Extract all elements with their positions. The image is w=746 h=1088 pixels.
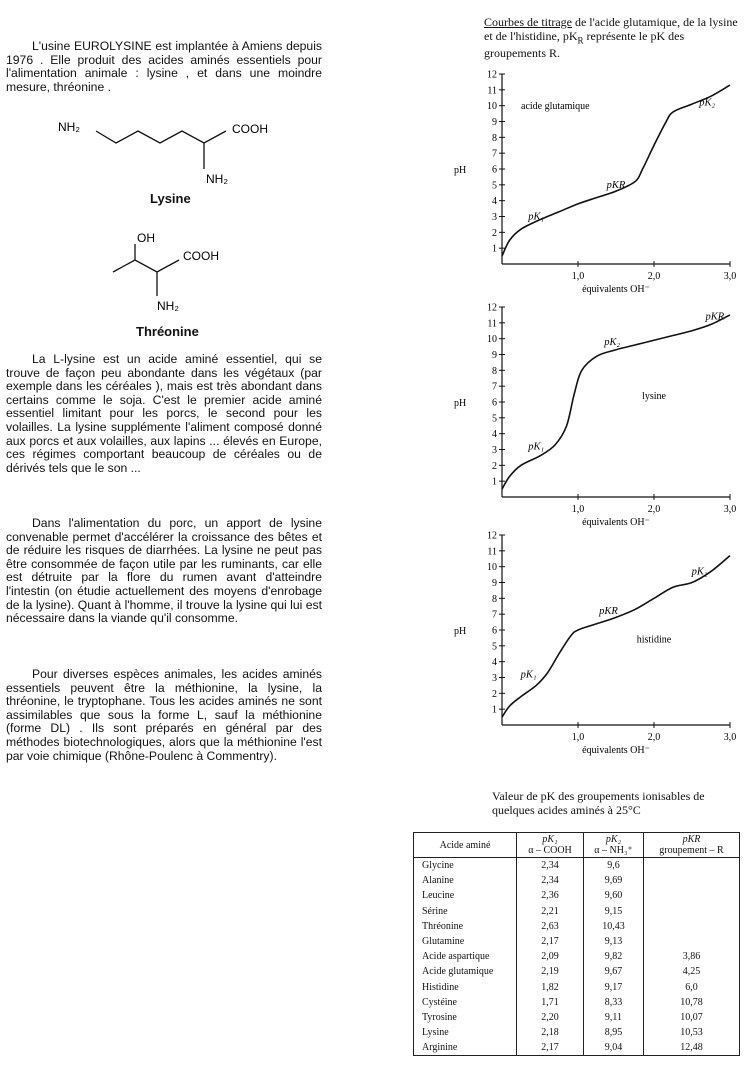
cell-amino-acid: Glycine bbox=[414, 858, 517, 874]
y-tick-label: 10 bbox=[487, 101, 497, 113]
cell-pk1: 2,34 bbox=[517, 873, 584, 888]
y-tick-label: 4 bbox=[492, 657, 497, 669]
y-tick-label: 9 bbox=[492, 578, 497, 589]
cell-amino-acid: Sérine bbox=[414, 904, 517, 919]
cell-pkr: 12,48 bbox=[644, 1040, 740, 1056]
cell-pkr bbox=[644, 934, 740, 949]
titration-chart-histidine bbox=[440, 523, 740, 758]
cell-pk2: 10,43 bbox=[584, 919, 644, 934]
cell-pk1: 2,21 bbox=[517, 904, 584, 919]
threonine-oh: OH bbox=[137, 231, 155, 245]
y-tick-label: 5 bbox=[492, 641, 497, 653]
pk-label: pK₂ bbox=[699, 97, 716, 109]
cell-amino-acid: Alanine bbox=[414, 873, 517, 888]
table-row bbox=[414, 888, 740, 903]
y-tick-label: 3 bbox=[492, 445, 497, 456]
cell-pk1: 1,82 bbox=[517, 980, 584, 995]
cell-amino-acid: Acide aspartique bbox=[414, 949, 517, 964]
pk-label: pK₁ bbox=[528, 441, 545, 453]
curve-annotation: histidine bbox=[636, 634, 672, 646]
y-tick-label: 3 bbox=[492, 673, 497, 684]
table-row bbox=[414, 873, 740, 888]
y-tick-label: 7 bbox=[492, 148, 497, 160]
y-tick-label: 9 bbox=[492, 350, 497, 361]
y-tick-label: 11 bbox=[487, 318, 497, 330]
threonine-nh2: NH₂ bbox=[157, 299, 179, 313]
curve-annotation: acide glutamique bbox=[521, 100, 590, 112]
pk-table bbox=[413, 832, 740, 1056]
header-pk1: pK₁ α – COOH bbox=[517, 833, 584, 858]
y-tick-label: 6 bbox=[492, 625, 497, 637]
cell-pk1: 2,09 bbox=[517, 949, 584, 964]
paragraph-1: La L-lysine est un acide aminé essentiel, qui se trouve de façon peu abondante dans les végétaux (par exemple dans les céréales ), mais est très abondant dans certains comme le soja. C'est le premier acide aminé essentiel limitant pour les porcs, le second pour les volailles. La lysine supplémente l'aliment composé donné aux porcs et aux volailles, aux lapins ... élevés en Europe, ces régimes comportant beaucoup de céréales ou de dérivés tels que le son ... bbox=[6, 352, 322, 475]
cell-pk1: 2,18 bbox=[517, 1025, 584, 1040]
y-tick-label: 12 bbox=[487, 302, 497, 314]
lysine-name: Lysine bbox=[150, 191, 191, 206]
y-tick-label: 1 bbox=[492, 476, 497, 488]
cell-amino-acid: Lysine bbox=[414, 1025, 517, 1040]
table-row bbox=[414, 1025, 740, 1040]
cell-amino-acid: Histidine bbox=[414, 980, 517, 995]
y-tick-label: 5 bbox=[492, 413, 497, 425]
cell-pk2: 9,15 bbox=[584, 904, 644, 919]
cell-pk1: 2,17 bbox=[517, 1040, 584, 1056]
table-row bbox=[414, 858, 740, 874]
table-row bbox=[414, 980, 740, 995]
cell-pkr: 3,86 bbox=[644, 949, 740, 964]
titration-chart-lysine bbox=[440, 295, 740, 530]
cell-pk2: 9,04 bbox=[584, 1040, 644, 1056]
table-row bbox=[414, 949, 740, 964]
cell-amino-acid: Acide glutamique bbox=[414, 964, 517, 979]
x-tick-label: 2,0 bbox=[647, 732, 661, 743]
y-tick-label: 4 bbox=[492, 196, 497, 208]
cell-pkr bbox=[644, 858, 740, 874]
y-tick-label: 6 bbox=[492, 397, 497, 409]
cell-pk1: 2,63 bbox=[517, 919, 584, 934]
header-name: Acide aminé bbox=[414, 833, 517, 858]
cell-amino-acid: Leucine bbox=[414, 888, 517, 903]
cell-pk2: 9,17 bbox=[584, 980, 644, 995]
y-tick-label: 4 bbox=[492, 429, 497, 441]
cell-amino-acid: Tyrosine bbox=[414, 1010, 517, 1025]
x-axis-label: équivalents OH⁻ bbox=[582, 284, 650, 295]
pk-label: pK₁ bbox=[528, 211, 545, 223]
y-tick-label: 2 bbox=[492, 227, 497, 239]
cell-pkr: 10,53 bbox=[644, 1025, 740, 1040]
lysine-nh2-left: NH₂ bbox=[58, 120, 80, 134]
x-tick-label: 1,0 bbox=[571, 732, 585, 743]
lysine-nh2-bottom: NH₂ bbox=[206, 172, 228, 186]
threonine-cooh: COOH bbox=[183, 249, 219, 263]
cell-amino-acid: Thréonine bbox=[414, 919, 517, 934]
cell-pkr: 10,07 bbox=[644, 1010, 740, 1025]
cell-pk1: 2,36 bbox=[517, 888, 584, 903]
y-tick-label: 5 bbox=[492, 180, 497, 192]
table-row bbox=[414, 1010, 740, 1025]
cell-pk2: 9,11 bbox=[584, 1010, 644, 1025]
y-tick-label: 1 bbox=[492, 704, 497, 716]
y-tick-label: 8 bbox=[492, 132, 497, 144]
table-row bbox=[414, 964, 740, 979]
x-tick-label: 3,0 bbox=[723, 504, 737, 515]
cell-pk2: 9,6 bbox=[584, 858, 644, 874]
cell-pk2: 9,67 bbox=[584, 964, 644, 979]
x-tick-label: 1,0 bbox=[571, 271, 585, 282]
y-tick-label: 10 bbox=[487, 334, 497, 346]
x-tick-label: 3,0 bbox=[723, 271, 737, 282]
cell-pkr bbox=[644, 888, 740, 903]
cell-pk2: 9,82 bbox=[584, 949, 644, 964]
cell-pk1: 2,19 bbox=[517, 964, 584, 979]
cell-pk1: 2,34 bbox=[517, 858, 584, 874]
caption-end: représente le pK des groupements R. bbox=[484, 28, 685, 61]
pk-label: pK₁ bbox=[520, 669, 537, 681]
cell-amino-acid: Arginine bbox=[414, 1040, 517, 1056]
y-tick-label: 2 bbox=[492, 688, 497, 700]
table-caption: Valeur de pK des groupements ionisables de quelques acides aminés à 25°C bbox=[492, 789, 705, 817]
table-row bbox=[414, 919, 740, 934]
x-tick-label: 2,0 bbox=[647, 271, 661, 282]
cell-pkr bbox=[644, 873, 740, 888]
y-tick-label: 8 bbox=[492, 365, 497, 377]
y-tick-label: 2 bbox=[492, 460, 497, 472]
cell-pkr: 4,25 bbox=[644, 964, 740, 979]
caption-rest: de l'acide glutamique, de la lysine et de l'histidine, pK bbox=[484, 15, 738, 43]
paragraph-3: Pour diverses espèces animales, les acides aminés essentiels peuvent être la méthionine, la lysine, la thréonine, le tryptophane. Tous les acides aminés ne sont assimilables que sous la forme L, sauf la méthionine (forme DL) . Ils sont préparés en général par des méthodes biotechnologiques, alors que la méthionine l'est par voie chimique (Rhône-Poulenc à Commentry). bbox=[6, 667, 322, 763]
cell-pk1: 2,20 bbox=[517, 1010, 584, 1025]
header-pkr: pKR groupement – R bbox=[644, 833, 740, 858]
x-tick-label: 2,0 bbox=[647, 504, 661, 515]
cell-pk2: 9,69 bbox=[584, 873, 644, 888]
threonine-structure bbox=[95, 228, 275, 318]
y-axis-label: pH bbox=[454, 165, 467, 176]
cell-pkr bbox=[644, 919, 740, 934]
y-tick-label: 7 bbox=[492, 609, 497, 621]
pk-label: pKR bbox=[599, 606, 618, 618]
caption-sub: R bbox=[577, 34, 584, 45]
cell-pkr: 6,0 bbox=[644, 980, 740, 995]
table-row bbox=[414, 934, 740, 949]
pk-label: pK₂ bbox=[691, 566, 708, 578]
pk-label: pKR bbox=[705, 311, 725, 323]
pk-label: pK₂ bbox=[604, 337, 621, 348]
lysine-cooh: COOH bbox=[232, 122, 268, 136]
y-tick-label: 6 bbox=[492, 164, 497, 176]
y-tick-label: 11 bbox=[487, 85, 497, 97]
y-axis-label: pH bbox=[454, 626, 467, 637]
cell-pk1: 2,17 bbox=[517, 934, 584, 949]
y-tick-label: 12 bbox=[487, 530, 497, 542]
intro-paragraph: L'usine EUROLYSINE est implantée à Amiens depuis 1976 . Elle produit des acides aminés essentiels pour l'alimentation animale : lysine , et dans une moindre mesure, thréonine . bbox=[6, 39, 322, 94]
titration-chart-glutamic bbox=[440, 62, 740, 302]
y-tick-label: 1 bbox=[492, 243, 497, 255]
header-pk2: pK₂ α – NH₃⁺ bbox=[584, 833, 644, 858]
y-tick-label: 11 bbox=[487, 546, 497, 558]
figure-caption bbox=[484, 16, 740, 61]
y-tick-label: 10 bbox=[487, 562, 497, 574]
paragraph-2: Dans l'alimentation du porc, un apport de lysine convenable permet d'accélérer la croissance des bêtes et de réduire les risques de diarrhées. La lysine ne peut pas être consommée de façon utile par les ruminants, car elle est détruite par la flore du rumen avant d'atteindre l'intestin (on étudie actuellement des moyens d'enrobage de la lysine). Quant à l'homme, il trouve la lysine qui lui est nécessaire dans la viande qu'il consomme. bbox=[6, 516, 322, 626]
y-tick-label: 9 bbox=[492, 117, 497, 128]
lysine-structure bbox=[50, 105, 290, 187]
x-tick-label: 3,0 bbox=[723, 732, 737, 743]
table-row bbox=[414, 1040, 740, 1056]
x-axis-label: équivalents OH⁻ bbox=[582, 517, 650, 528]
x-axis-label: équivalents OH⁻ bbox=[582, 745, 650, 756]
cell-pk2: 9,13 bbox=[584, 934, 644, 949]
curve-annotation: lysine bbox=[642, 390, 666, 402]
cell-amino-acid: Cystéine bbox=[414, 995, 517, 1010]
caption-underlined: Courbes de titrage bbox=[484, 15, 572, 29]
cell-pk2: 9,60 bbox=[584, 888, 644, 903]
cell-pk2: 8,95 bbox=[584, 1025, 644, 1040]
cell-pkr: 10,78 bbox=[644, 995, 740, 1010]
y-tick-label: 7 bbox=[492, 381, 497, 393]
table-row bbox=[414, 995, 740, 1010]
pk-label: pKR bbox=[606, 180, 626, 191]
y-tick-label: 12 bbox=[487, 69, 497, 81]
cell-pk2: 8,33 bbox=[584, 995, 644, 1010]
y-tick-label: 3 bbox=[492, 212, 497, 223]
cell-pk1: 1,71 bbox=[517, 995, 584, 1010]
threonine-name: Thréonine bbox=[136, 324, 199, 339]
x-tick-label: 1,0 bbox=[571, 504, 585, 515]
cell-pkr bbox=[644, 904, 740, 919]
y-tick-label: 8 bbox=[492, 593, 497, 605]
y-axis-label: pH bbox=[454, 398, 467, 409]
cell-amino-acid: Glutamine bbox=[414, 934, 517, 949]
titration-curve bbox=[502, 556, 730, 718]
table-row bbox=[414, 904, 740, 919]
